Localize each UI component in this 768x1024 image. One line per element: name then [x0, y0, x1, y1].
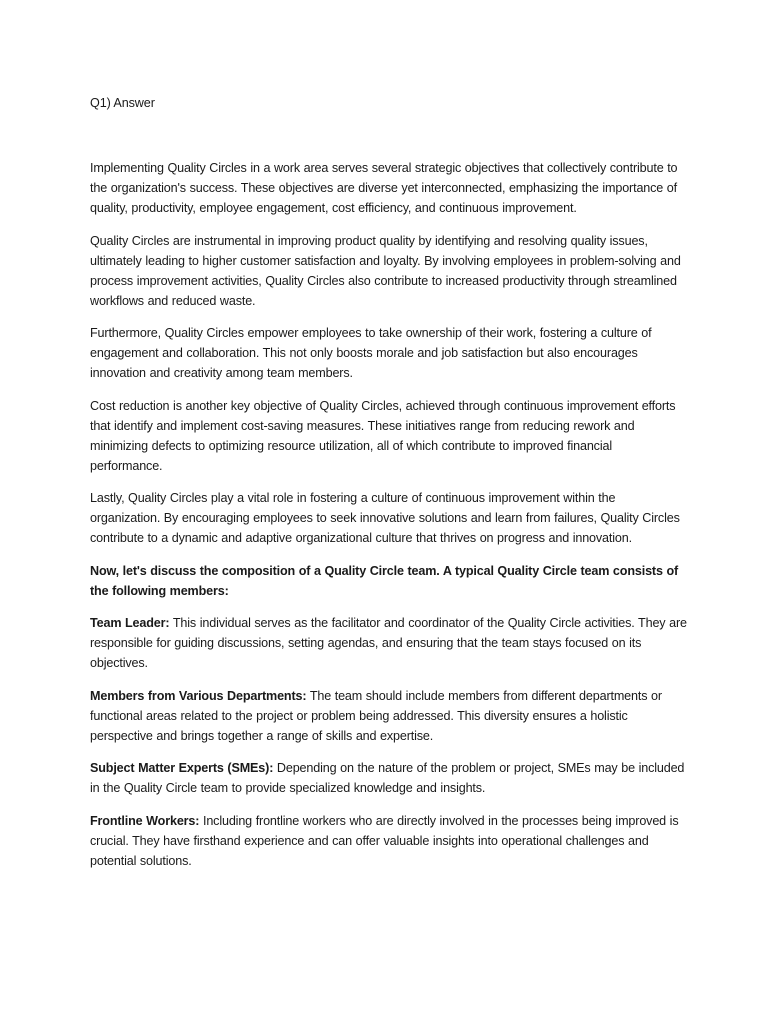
member-description: This individual serves as the facilitator and coordinator of the Quality Circle activities. They are responsible for guiding discussions, setting agendas, and ensuring that the team stays focused on its objectives. [90, 616, 687, 670]
member-frontline-workers [90, 811, 688, 871]
answer-heading: Q1) Answer [90, 96, 155, 110]
member-various-departments [90, 686, 688, 746]
employee-engagement-paragraph: Furthermore, Quality Circles empower employees to take ownership of their work, fostering a culture of engagement and collaboration. This not only boosts morale and job satisfaction but also encourages innovation and creativity among team members. [90, 326, 652, 380]
cost-reduction-paragraph: Cost reduction is another key objective of Quality Circles, achieved through continuous improvement efforts that identify and implement cost-saving measures. These initiatives range from reducing rework and minimizing defects to optimizing resource utilization, all of which contribute to improved financial performance. [90, 398, 676, 473]
member-term: Frontline Workers: [90, 813, 200, 828]
member-term: Team Leader: [90, 616, 170, 630]
member-team-leader [90, 613, 688, 673]
member-term: Subject Matter Experts (SMEs): [90, 761, 274, 775]
composition-intro-paragraph: Now, let's discuss the composition of a Quality Circle team. A typical Quality Circle team consists of the following members: [90, 563, 679, 598]
member-smes [90, 758, 688, 798]
member-description: Depending on the nature of the problem or project, SMEs may be included in the Quality Circle team to provide specialized knowledge and insights. [90, 761, 685, 795]
member-term: Members from Various Departments: [90, 688, 307, 703]
member-description: Including frontline workers who are directly involved in the processes being improved is crucial. They have firsthand experience and can offer valuable insights into operational challenges and potential solutions. [90, 813, 679, 868]
member-description: The team should include members from different departments or functional areas related to the project or problem being addressed. This diversity ensures a holistic perspective and brings together a range of skills and expertise. [90, 688, 662, 743]
product-quality-paragraph: Quality Circles are instrumental in improving product quality by identifying and resolving quality issues, ultimately leading to higher customer satisfaction and loyalty. By involving employees in problem-solving and process improvement activities, Quality Circles also contribute to increased productivity through streamlined workflows and reduced waste. [90, 233, 681, 308]
objectives-intro-paragraph: Implementing Quality Circles in a work area serves several strategic objectives that collectively contribute to the organization's success. These objectives are diverse yet interconnected, emphasizing the importance of quality, productivity, employee engagement, cost efficiency, and continuous improvement. [90, 161, 678, 215]
continuous-improvement-paragraph: Lastly, Quality Circles play a vital role in fostering a culture of continuous improvement within the organization. By encouraging employees to seek innovative solutions and learn from failures, Quality Circles contribute to a dynamic and adaptive organizational culture that thrives on progress and innovation. [90, 491, 680, 545]
